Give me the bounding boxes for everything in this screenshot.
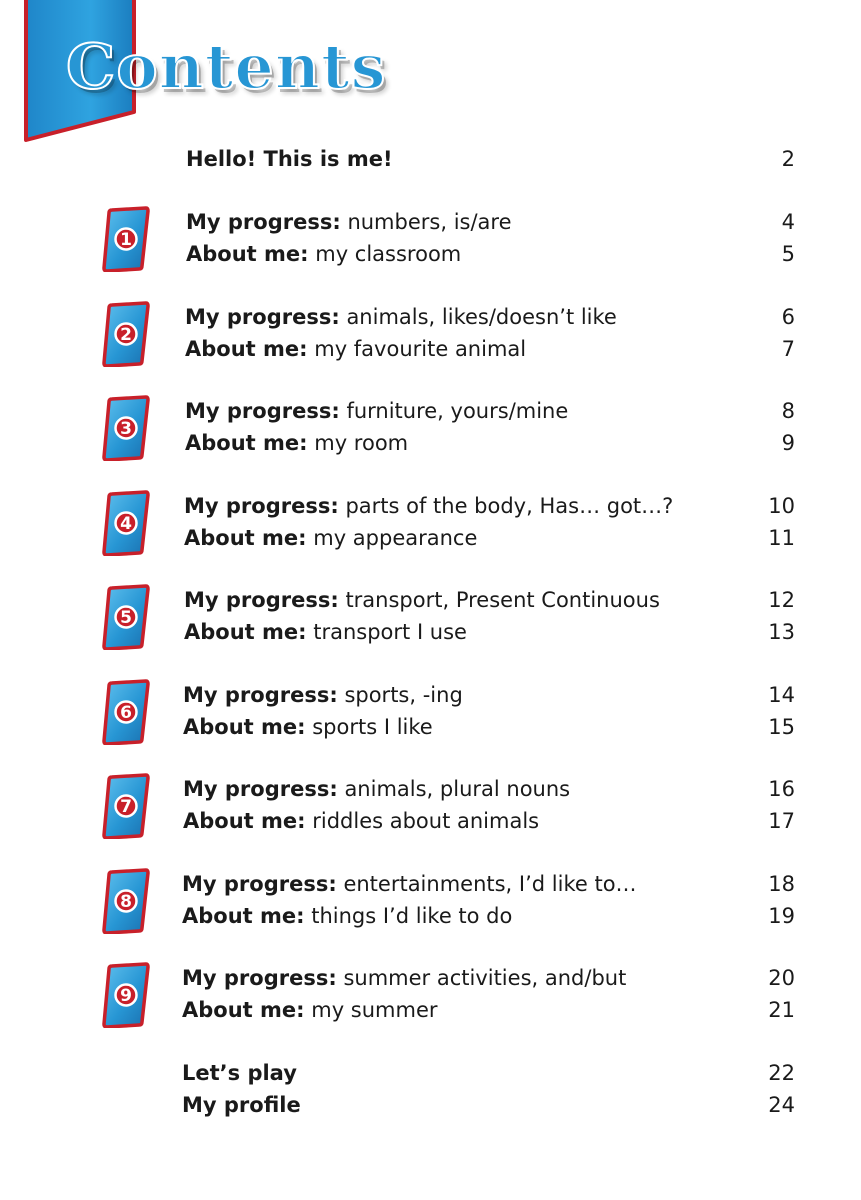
unit-number: 9: [120, 986, 132, 1006]
toc-item-label: My progress:: [182, 966, 337, 990]
toc-item-topic: sports I like: [312, 715, 433, 739]
toc-item-label: About me:: [184, 620, 307, 644]
toc-about-row-text: [184, 617, 467, 647]
toc-page-number: 5: [781, 242, 795, 266]
toc-progress-row-text: [186, 207, 512, 237]
toc-outro-row-lets-play[interactable]: [0, 1058, 861, 1088]
page-title: Contents: [66, 30, 387, 103]
toc-about-row-text: [185, 334, 526, 364]
toc-about-row[interactable]: [0, 712, 861, 742]
toc-item-topic: my summer: [311, 998, 438, 1022]
toc-item-label: My progress:: [185, 305, 340, 329]
toc-intro-row[interactable]: [0, 144, 861, 174]
toc-progress-row[interactable]: [0, 963, 861, 993]
toc-item-label: About me:: [183, 809, 306, 833]
toc-page-number: 7: [781, 337, 795, 361]
toc-progress-row-text: [185, 302, 617, 332]
toc-item-topic: things I’d like to do: [311, 904, 513, 928]
toc-item-label: About me:: [185, 431, 308, 455]
toc-item-label: My progress:: [183, 683, 338, 707]
toc-item-topic: my favourite animal: [314, 337, 527, 361]
toc-progress-row[interactable]: [0, 491, 861, 521]
toc-page-number: 24: [768, 1093, 795, 1117]
toc-about-row-text: [182, 901, 512, 931]
toc-item-label: My progress:: [184, 494, 339, 518]
toc-item-topic: riddles about animals: [312, 809, 540, 833]
toc-page-number: 2: [781, 147, 795, 171]
toc-progress-row-text: [184, 491, 673, 521]
unit-number: 7: [120, 797, 132, 817]
toc-item-topic: numbers, is/are: [347, 210, 512, 234]
toc-item-label: About me:: [182, 998, 305, 1022]
toc-item-topic: animals, plural nouns: [344, 777, 571, 801]
toc-item-topic: animals, likes/doesn’t like: [346, 305, 617, 329]
toc-page-number: 19: [768, 904, 795, 928]
toc-item-label: My progress:: [186, 210, 341, 234]
unit-number: 1: [120, 230, 132, 250]
toc-page-number: 10: [768, 494, 795, 518]
toc-item-topic: entertainments, I’d like to…: [343, 872, 637, 896]
toc-intro-label: Hello! This is me!: [186, 147, 393, 171]
toc-progress-row[interactable]: [0, 680, 861, 710]
toc-item-label: My progress:: [184, 588, 339, 612]
toc-about-row-text: [186, 239, 461, 269]
toc-outro-label: Let’s play: [182, 1061, 297, 1085]
toc-item-topic: parts of the body, Has… got…?: [345, 494, 674, 518]
toc-page-number: 18: [768, 872, 795, 896]
toc-about-row[interactable]: [0, 901, 861, 931]
toc-page-number: 12: [768, 588, 795, 612]
toc-page-number: 20: [768, 966, 795, 990]
toc-progress-row[interactable]: [0, 302, 861, 332]
toc-progress-row[interactable]: [0, 869, 861, 899]
toc-progress-row-text: [183, 774, 570, 804]
toc-outro-row-my-profile[interactable]: [0, 1090, 861, 1120]
toc-about-row-text: [183, 712, 433, 742]
toc-item-topic: transport I use: [313, 620, 467, 644]
toc-item-label: About me:: [184, 526, 307, 550]
toc-progress-row-text: [184, 585, 660, 615]
toc-about-row[interactable]: [0, 995, 861, 1025]
toc-item-label: My progress:: [182, 872, 337, 896]
toc-about-row-text: [182, 995, 438, 1025]
toc-about-row[interactable]: [0, 428, 861, 458]
toc-page-number: 21: [768, 998, 795, 1022]
toc-page-number: 9: [781, 431, 795, 455]
toc-item-topic: my room: [314, 431, 409, 455]
toc-about-row-text: [184, 523, 477, 553]
toc-page-number: 22: [768, 1061, 795, 1085]
toc-about-row[interactable]: [0, 523, 861, 553]
toc-page-number: 17: [768, 809, 795, 833]
toc-item-topic: sports, -ing: [344, 683, 463, 707]
toc-about-row[interactable]: [0, 617, 861, 647]
toc-progress-row-text: [182, 963, 626, 993]
toc-page-number: 13: [768, 620, 795, 644]
unit-number: 6: [120, 703, 132, 723]
toc-progress-row[interactable]: [0, 207, 861, 237]
unit-number: 3: [120, 419, 132, 439]
toc-item-label: About me:: [185, 337, 308, 361]
toc-about-row-text: [185, 428, 408, 458]
toc-outro-label: My profile: [182, 1093, 301, 1117]
toc-page-number: 16: [768, 777, 795, 801]
unit-number: 8: [120, 892, 132, 912]
toc-progress-row-text: [182, 869, 637, 899]
toc-item-label: My progress:: [183, 777, 338, 801]
toc-progress-row[interactable]: [0, 774, 861, 804]
toc-item-label: About me:: [183, 715, 306, 739]
toc-item-topic: summer activities, and/but: [343, 966, 627, 990]
toc-item-topic: transport, Present Continuous: [345, 588, 660, 612]
toc-progress-row[interactable]: [0, 396, 861, 426]
unit-number: 2: [120, 325, 132, 345]
toc-page-number: 11: [768, 526, 795, 550]
toc-progress-row-text: [185, 396, 568, 426]
toc-item-topic: my classroom: [315, 242, 462, 266]
toc-about-row-text: [183, 806, 539, 836]
toc-item-label: About me:: [186, 242, 309, 266]
toc-item-label: My progress:: [185, 399, 340, 423]
unit-number: 4: [120, 514, 132, 534]
toc-page-number: 8: [781, 399, 795, 423]
toc-page-number: 6: [781, 305, 795, 329]
unit-number: 5: [120, 608, 132, 628]
toc-item-topic: furniture, yours/mine: [346, 399, 569, 423]
toc-page-number: 4: [781, 210, 795, 234]
toc-about-row[interactable]: [0, 334, 861, 364]
toc-progress-row[interactable]: [0, 585, 861, 615]
toc-item-label: About me:: [182, 904, 305, 928]
toc-page-number: 15: [768, 715, 795, 739]
toc-about-row[interactable]: [0, 806, 861, 836]
toc-progress-row-text: [183, 680, 463, 710]
toc-about-row[interactable]: [0, 239, 861, 269]
toc-page-number: 14: [768, 683, 795, 707]
toc-item-topic: my appearance: [313, 526, 478, 550]
